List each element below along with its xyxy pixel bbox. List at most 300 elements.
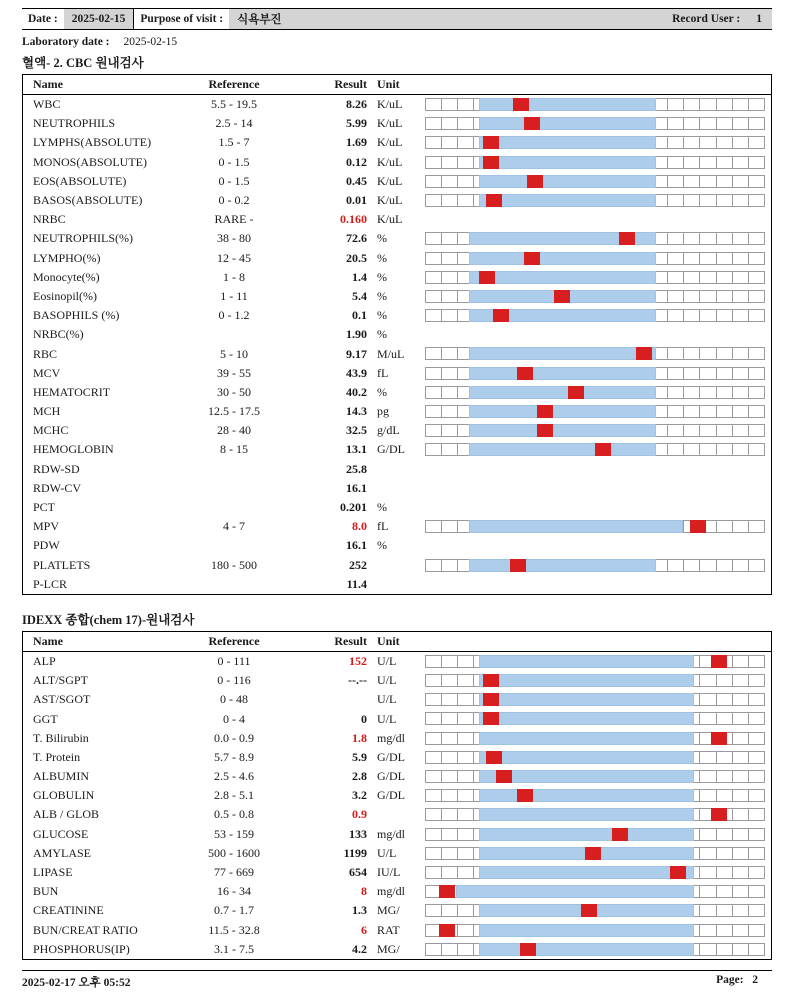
table-row xyxy=(23,249,771,268)
bar-tick xyxy=(683,386,699,399)
bar-tick xyxy=(699,252,715,265)
bar-tick xyxy=(732,674,748,687)
cell-range-graph xyxy=(425,287,771,306)
report-header-bar xyxy=(22,8,772,30)
bar-tick xyxy=(699,136,715,149)
cell-unit: K/uL xyxy=(377,212,403,227)
cell-test-name: ALB / GLOB xyxy=(33,807,99,822)
bar-tick xyxy=(699,443,715,456)
table-row xyxy=(23,402,771,421)
cell-reference-range: 0 - 4 xyxy=(223,711,245,726)
bar-value-marker xyxy=(524,252,540,265)
bar-value-marker xyxy=(483,712,499,725)
bar-normal-range xyxy=(469,386,656,399)
bar-tick xyxy=(667,271,683,284)
cell-range-graph xyxy=(425,325,771,344)
bar-tick xyxy=(425,405,441,418)
bar-normal-range xyxy=(479,712,693,725)
cell-range-graph xyxy=(425,191,771,210)
cell-result-value: 13.1 xyxy=(346,442,367,457)
bar-tick xyxy=(732,309,748,322)
bar-tick xyxy=(667,309,683,322)
cell-test-name: LYMPHO(%) xyxy=(33,250,101,265)
reference-range-bar xyxy=(425,808,765,821)
cell-unit: % xyxy=(377,269,387,284)
bar-tick xyxy=(425,290,441,303)
cell-reference-range: RARE - xyxy=(214,212,254,227)
bar-tick xyxy=(732,175,748,188)
reference-range-bar xyxy=(425,770,765,783)
cell-range-graph xyxy=(425,844,771,863)
cell-result-value: 1.3 xyxy=(352,903,367,918)
table-row xyxy=(23,133,771,152)
table-row xyxy=(23,863,771,882)
table-row xyxy=(23,652,771,671)
bar-value-marker xyxy=(612,828,628,841)
cell-range-graph xyxy=(425,440,771,459)
cell-unit: fL xyxy=(377,519,389,534)
section-title-cbc: 혈액- 2. CBC 원내검사 xyxy=(22,56,144,70)
bar-tick xyxy=(441,136,457,149)
bar-tick xyxy=(683,290,699,303)
bar-tick xyxy=(748,828,765,841)
cell-unit: RAT xyxy=(377,922,400,937)
bar-tick xyxy=(441,347,457,360)
bar-tick xyxy=(441,828,457,841)
bar-tick xyxy=(457,751,473,764)
bar-tick xyxy=(716,712,732,725)
bar-tick xyxy=(699,175,715,188)
bar-tick xyxy=(748,405,765,418)
cell-result-value: 1.90 xyxy=(346,327,367,342)
cell-test-name: PLATLETS xyxy=(33,557,91,572)
table-row xyxy=(23,421,771,440)
bar-tick xyxy=(732,904,748,917)
reference-range-bar xyxy=(425,252,765,265)
bar-tick xyxy=(425,175,441,188)
bar-normal-range xyxy=(469,347,656,360)
bar-tick xyxy=(667,117,683,130)
cell-unit: % xyxy=(377,327,387,342)
bar-normal-range xyxy=(479,117,656,130)
page-number: 2 xyxy=(752,974,758,986)
reference-range-bar xyxy=(425,828,765,841)
cell-unit: G/DL xyxy=(377,749,405,764)
bar-tick xyxy=(748,847,765,860)
cell-result-value: 0.12 xyxy=(346,154,367,169)
bar-tick xyxy=(441,559,457,572)
cell-result-value: 1.69 xyxy=(346,135,367,150)
cell-range-graph xyxy=(425,306,771,325)
bar-tick xyxy=(441,732,457,745)
cell-test-name: EOS(ABSOLUTE) xyxy=(33,173,127,188)
bar-tick xyxy=(425,674,441,687)
bar-tick xyxy=(441,789,457,802)
cell-reference-range: 3.1 - 7.5 xyxy=(214,941,254,956)
bar-tick xyxy=(457,136,473,149)
cell-unit: U/L xyxy=(377,845,397,860)
bar-tick xyxy=(699,866,715,879)
cell-reference-range: 0 - 0.2 xyxy=(218,193,250,208)
cell-unit: % xyxy=(377,384,387,399)
bar-tick xyxy=(425,386,441,399)
bar-value-marker xyxy=(595,443,611,456)
cell-test-name: BUN xyxy=(33,884,59,899)
bar-value-marker xyxy=(527,175,543,188)
bar-tick xyxy=(699,943,715,956)
bar-tick xyxy=(699,194,715,207)
cell-test-name: NEUTROPHILS xyxy=(33,116,116,131)
bar-tick xyxy=(457,732,473,745)
reference-range-bar xyxy=(425,904,765,917)
bar-value-marker xyxy=(520,943,536,956)
bar-tick xyxy=(667,156,683,169)
record-user-value: 1 xyxy=(750,9,772,29)
cell-unit: mg/dl xyxy=(377,730,406,745)
bar-tick xyxy=(457,808,473,821)
cell-result-value: 5.4 xyxy=(352,288,367,303)
bar-tick xyxy=(667,290,683,303)
cell-test-name: RDW-CV xyxy=(33,480,81,495)
bar-tick xyxy=(699,424,715,437)
col-header-result-2: Result xyxy=(334,633,367,648)
cell-unit: mg/dl xyxy=(377,884,406,899)
cell-range-graph xyxy=(425,172,771,191)
date-value: 2025-02-15 xyxy=(64,9,134,29)
bar-tick xyxy=(699,271,715,284)
bar-normal-range xyxy=(456,885,694,898)
bar-value-marker xyxy=(537,405,553,418)
bar-tick xyxy=(732,559,748,572)
cell-unit: fL xyxy=(377,365,389,380)
bar-normal-range xyxy=(479,674,693,687)
cell-reference-range: 30 - 50 xyxy=(217,384,251,399)
bar-tick xyxy=(732,943,748,956)
bar-tick xyxy=(748,808,765,821)
bar-tick xyxy=(425,828,441,841)
cell-reference-range: 8 - 15 xyxy=(220,442,248,457)
reference-range-bar xyxy=(425,136,765,149)
bar-tick xyxy=(699,559,715,572)
bar-tick xyxy=(716,252,732,265)
bar-tick xyxy=(457,789,473,802)
bar-tick xyxy=(732,232,748,245)
bar-tick xyxy=(667,424,683,437)
cell-reference-range: 11.5 - 32.8 xyxy=(208,922,260,937)
bar-tick xyxy=(732,405,748,418)
cell-reference-range: 12.5 - 17.5 xyxy=(208,404,260,419)
cell-unit: U/L xyxy=(377,653,397,668)
bar-tick xyxy=(748,655,765,668)
section-title-chem: IDEXX 종합(chem 17)-원내검사 xyxy=(22,612,195,627)
cell-unit: K/uL xyxy=(377,135,403,150)
table-row xyxy=(23,767,771,786)
bar-tick xyxy=(716,156,732,169)
cell-test-name: NRBC xyxy=(33,212,66,227)
bar-tick xyxy=(732,290,748,303)
cell-range-graph xyxy=(425,748,771,767)
table-row xyxy=(23,786,771,805)
reference-range-bar xyxy=(425,924,765,937)
cell-result-value: 0.9 xyxy=(352,807,367,822)
cell-reference-range: 0 - 48 xyxy=(220,692,248,707)
bar-tick xyxy=(748,175,765,188)
cell-unit: g/dL xyxy=(377,423,400,438)
bar-tick xyxy=(457,117,473,130)
reference-range-bar xyxy=(425,232,765,245)
cell-result-value: 16.1 xyxy=(346,480,367,495)
cell-unit: MG/ xyxy=(377,941,400,956)
bar-tick xyxy=(441,232,457,245)
print-timestamp: 2025-02-17 오후 05:52 xyxy=(22,977,131,989)
cell-test-name: PDW xyxy=(33,538,60,553)
cell-unit: U/L xyxy=(377,673,397,688)
bar-tick xyxy=(732,751,748,764)
cell-range-graph xyxy=(425,383,771,402)
col-header-name-2: Name xyxy=(33,633,63,648)
cell-reference-range: 5.7 - 8.9 xyxy=(214,749,254,764)
bar-value-marker xyxy=(486,194,502,207)
header-spacer xyxy=(290,9,667,29)
reference-range-bar xyxy=(425,156,765,169)
bar-value-marker xyxy=(483,674,499,687)
bar-tick xyxy=(699,347,715,360)
bar-normal-range xyxy=(469,424,656,437)
bar-tick xyxy=(441,117,457,130)
bar-tick xyxy=(748,789,765,802)
bar-tick xyxy=(732,367,748,380)
bar-tick xyxy=(732,347,748,360)
bar-tick xyxy=(667,367,683,380)
cell-test-name: RBC xyxy=(33,346,58,361)
cell-unit: K/uL xyxy=(377,173,403,188)
bar-tick xyxy=(441,290,457,303)
reference-range-bar xyxy=(425,885,765,898)
cell-unit: pg xyxy=(377,404,389,419)
table-row xyxy=(23,825,771,844)
cell-result-value: 8.0 xyxy=(352,519,367,534)
cell-range-graph xyxy=(425,153,771,172)
bar-tick xyxy=(748,252,765,265)
cell-result-value: 2.8 xyxy=(352,769,367,784)
cell-reference-range: 0.7 - 1.7 xyxy=(214,903,254,918)
cell-result-value: 5.9 xyxy=(352,749,367,764)
cell-range-graph xyxy=(425,940,771,959)
cell-result-value: 40.2 xyxy=(346,384,367,399)
bar-tick xyxy=(667,136,683,149)
cell-unit: G/DL xyxy=(377,442,405,457)
cell-test-name: HEMATOCRIT xyxy=(33,384,111,399)
bar-tick xyxy=(425,117,441,130)
results-table-chem xyxy=(22,631,772,960)
bar-tick xyxy=(716,751,732,764)
bar-value-marker xyxy=(554,290,570,303)
bar-tick xyxy=(716,885,732,898)
reference-range-bar xyxy=(425,386,765,399)
col-header-graph xyxy=(425,75,771,94)
bar-tick xyxy=(683,232,699,245)
table-row xyxy=(23,287,771,306)
bar-tick xyxy=(732,117,748,130)
bar-tick xyxy=(716,789,732,802)
bar-tick xyxy=(732,924,748,937)
bar-tick xyxy=(748,943,765,956)
bar-tick xyxy=(441,194,457,207)
bar-tick xyxy=(425,847,441,860)
cell-range-graph xyxy=(425,786,771,805)
bar-tick xyxy=(716,847,732,860)
table-row xyxy=(23,114,771,133)
bar-tick xyxy=(699,789,715,802)
cell-result-value: 14.3 xyxy=(346,404,367,419)
bar-value-marker xyxy=(439,924,455,937)
table-row xyxy=(23,921,771,940)
bar-tick xyxy=(732,98,748,111)
bar-tick xyxy=(441,866,457,879)
cell-test-name: MCHC xyxy=(33,423,69,438)
bar-tick xyxy=(699,232,715,245)
table-row xyxy=(23,748,771,767)
bar-tick xyxy=(441,367,457,380)
cell-result-value: 152 xyxy=(349,653,367,668)
cell-result-value: 654 xyxy=(349,865,367,880)
bar-tick xyxy=(699,924,715,937)
bar-value-marker xyxy=(510,559,526,572)
bar-tick xyxy=(667,252,683,265)
cell-test-name: LIPASE xyxy=(33,865,73,880)
cell-reference-range: 0 - 1.2 xyxy=(218,308,250,323)
cell-reference-range: 39 - 55 xyxy=(217,365,251,380)
bar-tick xyxy=(716,405,732,418)
reference-range-bar xyxy=(425,290,765,303)
bar-tick xyxy=(716,309,732,322)
bar-tick xyxy=(716,98,732,111)
reference-range-bar xyxy=(425,175,765,188)
laboratory-date-value: 2025-02-15 xyxy=(123,36,178,48)
bar-tick xyxy=(699,290,715,303)
bar-tick xyxy=(748,712,765,725)
table-row xyxy=(23,498,771,517)
bar-tick xyxy=(748,559,765,572)
bar-tick xyxy=(441,943,457,956)
bar-tick xyxy=(457,770,473,783)
bar-tick xyxy=(683,405,699,418)
cell-result-value: 11.4 xyxy=(346,576,367,591)
cell-unit: K/uL xyxy=(377,154,403,169)
bar-tick xyxy=(441,751,457,764)
laboratory-date-row xyxy=(22,36,772,48)
bar-normal-range xyxy=(469,367,656,380)
cell-test-name: PCT xyxy=(33,500,56,515)
bar-tick xyxy=(457,693,473,706)
bar-tick xyxy=(683,175,699,188)
cell-range-graph xyxy=(425,575,771,594)
results-table-cbc xyxy=(22,74,772,595)
bar-tick xyxy=(716,520,732,533)
table-row xyxy=(23,229,771,248)
bar-tick xyxy=(425,98,441,111)
cell-range-graph xyxy=(425,863,771,882)
cell-reference-range: 77 - 669 xyxy=(214,865,254,880)
cell-unit: K/uL xyxy=(377,193,403,208)
cell-test-name: MPV xyxy=(33,519,60,534)
cell-range-graph xyxy=(425,95,771,114)
bar-tick xyxy=(748,924,765,937)
bar-tick xyxy=(699,885,715,898)
cell-test-name: AMYLASE xyxy=(33,845,92,860)
bar-tick xyxy=(425,309,441,322)
reference-range-bar xyxy=(425,117,765,130)
cell-reference-range: 2.5 - 4.6 xyxy=(214,769,254,784)
cell-range-graph xyxy=(425,229,771,248)
cell-test-name: T. Bilirubin xyxy=(33,730,89,745)
bar-value-marker xyxy=(517,789,533,802)
reference-range-bar xyxy=(425,367,765,380)
bar-normal-range xyxy=(479,98,656,111)
cell-range-graph xyxy=(425,364,771,383)
bar-tick xyxy=(748,290,765,303)
cell-result-value: 16.1 xyxy=(346,538,367,553)
table-row xyxy=(23,901,771,920)
col-header-reference: Reference xyxy=(208,77,260,91)
cell-test-name: NRBC(%) xyxy=(33,327,84,342)
bar-tick xyxy=(748,520,765,533)
cell-reference-range: 28 - 40 xyxy=(217,423,251,438)
bar-normal-range xyxy=(469,520,683,533)
bar-tick xyxy=(748,866,765,879)
bar-tick xyxy=(457,847,473,860)
bar-tick xyxy=(457,828,473,841)
cell-test-name: GLUCOSE xyxy=(33,826,89,841)
bar-value-marker xyxy=(711,732,727,745)
cell-range-graph xyxy=(425,479,771,498)
bar-tick xyxy=(699,770,715,783)
table-row xyxy=(23,383,771,402)
cell-test-name: MCV xyxy=(33,365,61,380)
bar-tick xyxy=(457,866,473,879)
bar-value-marker xyxy=(483,136,499,149)
cell-test-name: ALT/SGPT xyxy=(33,673,88,688)
reference-range-bar xyxy=(425,98,765,111)
cell-test-name: ALBUMIN xyxy=(33,769,89,784)
cell-result-value: 25.8 xyxy=(346,461,367,476)
bar-normal-range xyxy=(479,175,656,188)
bar-tick xyxy=(716,693,732,706)
bar-tick xyxy=(425,693,441,706)
bar-tick xyxy=(425,424,441,437)
table-row xyxy=(23,344,771,363)
cell-reference-range: 53 - 159 xyxy=(214,826,254,841)
table-row xyxy=(23,882,771,901)
table-body-cbc xyxy=(23,95,771,594)
reference-range-bar xyxy=(425,424,765,437)
cell-test-name: PHOSPHORUS(IP) xyxy=(33,941,130,956)
bar-tick xyxy=(683,117,699,130)
bar-tick xyxy=(425,751,441,764)
cell-range-graph xyxy=(425,671,771,690)
record-user-label: Record User : xyxy=(666,9,750,29)
bar-value-marker xyxy=(670,866,686,879)
bar-tick xyxy=(667,405,683,418)
bar-tick xyxy=(441,808,457,821)
bar-normal-range xyxy=(479,751,693,764)
bar-tick xyxy=(425,136,441,149)
bar-tick xyxy=(425,520,441,533)
cell-reference-range: 500 - 1600 xyxy=(208,845,260,860)
bar-value-marker xyxy=(479,271,495,284)
bar-tick xyxy=(425,194,441,207)
bar-tick xyxy=(716,271,732,284)
